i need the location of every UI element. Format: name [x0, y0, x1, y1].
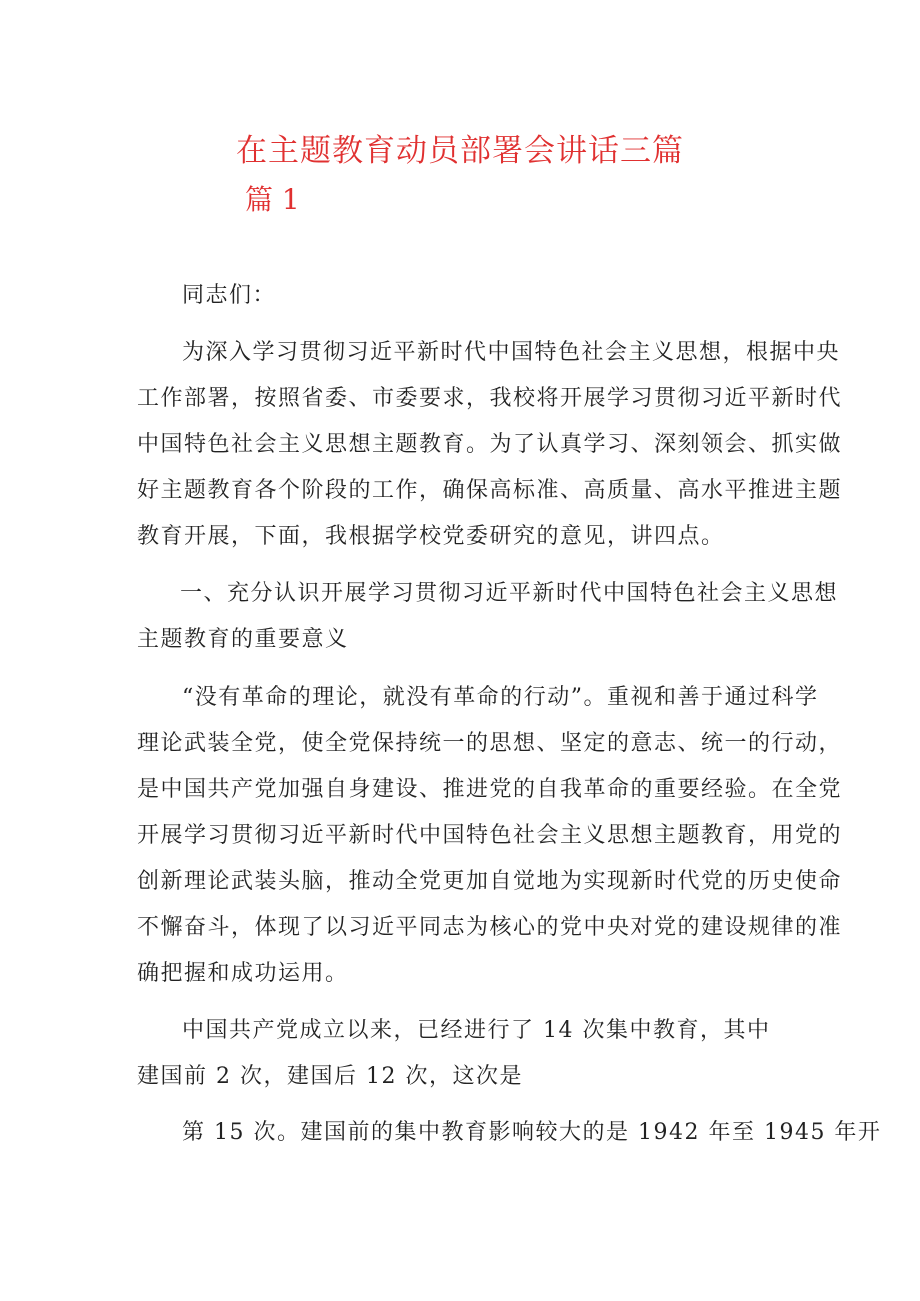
- paragraph-line: 中国特色社会主义思想主题教育。为了认真学习、深刻领会、抓实做: [137, 432, 843, 457]
- paragraph-line: 理论武装全党，使全党保持统一的思想、坚定的意志、统一的行动，: [137, 731, 843, 756]
- salutation: 同志们：: [182, 283, 277, 308]
- paragraph-line: 创新理论武装头脑，推动全党更加自觉地为实现新时代党的历史使命: [137, 869, 843, 894]
- paragraph-line: 确把握和成功运用。: [137, 961, 349, 986]
- paragraph-line: 开展学习贯彻习近平新时代中国特色社会主义思想主题教育，用党的: [137, 823, 843, 848]
- paragraph-line: 中国共产党成立以来，已经进行了 14 次集中教育，其中: [182, 1018, 771, 1043]
- paragraph-line: 是中国共产党加强自身建设、推进党的自我革命的重要经验。在全党: [137, 777, 843, 802]
- paragraph-line: 为深入学习贯彻习近平新时代中国特色社会主义思想，根据中央: [182, 340, 841, 365]
- paragraph-line: 不懈奋斗，体现了以习近平同志为核心的党中央对党的建设规律的准: [137, 915, 843, 940]
- paragraph-line: “没有革命的理论，就没有革命的行动”。重视和善于通过科学: [182, 685, 819, 710]
- document-title: 在主题教育动员部署会讲话三篇: [236, 133, 684, 169]
- section-one-heading: 一、充分认识开展学习贯彻习近平新时代中国特色社会主义思想: [180, 581, 839, 606]
- section-heading: 篇 1: [245, 183, 300, 216]
- paragraph-line: 工作部署，按照省委、市委要求，我校将开展学习贯彻习近平新时代: [137, 386, 843, 411]
- section-one-heading: 主题教育的重要意义: [137, 627, 349, 652]
- paragraph-line: 好主题教育各个阶段的工作，确保高标准、高质量、高水平推进主题: [137, 478, 843, 503]
- paragraph-line: 建国前 2 次，建国后 12 次，这次是: [137, 1064, 523, 1089]
- paragraph-line: 第 15 次。建国前的集中教育影响较大的是 1942 年至 1945 年开: [182, 1120, 882, 1145]
- paragraph-line: 教育开展，下面，我根据学校党委研究的意见，讲四点。: [137, 524, 725, 549]
